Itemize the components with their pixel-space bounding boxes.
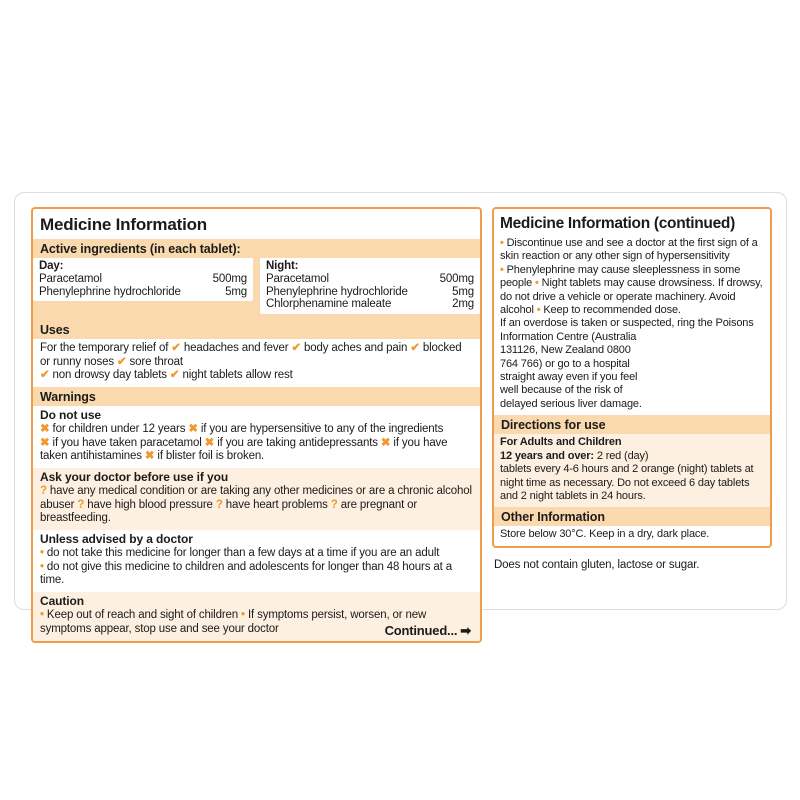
unless-advised-heading: Unless advised by a doctor bbox=[40, 531, 193, 546]
continued-label: Continued... bbox=[384, 622, 458, 638]
bullet-icon: • bbox=[500, 237, 504, 249]
do-not-use-section bbox=[33, 406, 480, 468]
ingredient-name: Chlorphenamine maleate bbox=[266, 298, 392, 311]
bullet-icon: • bbox=[535, 277, 539, 290]
question-icon: ? bbox=[40, 485, 47, 498]
caution-body bbox=[40, 609, 473, 637]
gluten-free-note: Does not contain gluten, lactose or sugar. bbox=[494, 558, 700, 571]
ingredient-row bbox=[39, 286, 247, 299]
question-icon: ? bbox=[77, 498, 85, 511]
check-icon: ✔ bbox=[291, 342, 301, 355]
cross-icon: ✖ bbox=[380, 436, 391, 449]
bullet-icon: • bbox=[500, 263, 504, 276]
do-not-use-heading: Do not use bbox=[40, 407, 101, 422]
right-column bbox=[492, 207, 772, 571]
day-ingredients-box bbox=[33, 258, 253, 301]
ingredient-name: Paracetamol bbox=[39, 272, 102, 285]
ingredient-row bbox=[39, 273, 247, 286]
active-ingredients-section bbox=[33, 258, 480, 320]
arrow-right-icon: ➡ bbox=[460, 622, 471, 638]
medicine-info-panel bbox=[31, 207, 482, 643]
ask-doctor-heading: Ask your doctor before use if you bbox=[40, 469, 229, 484]
ingredient-amount: 500mg bbox=[439, 272, 474, 285]
continued-body: • Discontinue use and see a doctor at the first sign of a skin reaction or any other sign of hypersensitivity • Phenylephrine may cause sleeplessness in some people • Night tablets may cause drowsiness. If drowsy, do not drive a vehicle or operate machinery. Avoid alcohol • Keep to recommended dose. If an overdose is taken or suspected, ring the Poisons Information Centre (Australia 131126, New Zealand 0800 764 766) or go to a hospital straight away even if you feel well because of the risk of delayed serious liver damage. bbox=[500, 237, 763, 410]
do-not-use-body: ✖ for children under 12 years ✖ if you are hypersensitive to any of the ingredients ✖ if you have taken paracetamol ✖ if you are taking antidepressants ✖ if you have taken antihistamines ✖ if blister foil is broken. bbox=[40, 423, 448, 463]
ingredient-row bbox=[266, 286, 474, 299]
ingredient-name: Phenylephrine hydrochloride bbox=[266, 285, 408, 298]
check-icon: ✔ bbox=[40, 369, 50, 382]
heading-uses: Uses bbox=[33, 320, 480, 339]
uses-body: For the temporary relief of ✔ headaches and fever ✔ body aches and pain ✔ blocked or runny noses ✔ sore throat ✔ non drowsy day tablets ✔ night tablets allow rest bbox=[40, 342, 462, 382]
cross-icon: ✖ bbox=[40, 436, 50, 449]
check-icon: ✔ bbox=[169, 369, 180, 382]
bullet-icon: • bbox=[40, 560, 44, 573]
check-icon: ✔ bbox=[410, 342, 420, 355]
ingredient-amount: 5mg bbox=[225, 285, 247, 298]
ask-doctor-body: ? have any medical condition or are taking any other medicines or are a chronic alcohol abuser ? have high blood pressure ? have heart problems ? are pregnant or breastfeeding. bbox=[40, 485, 472, 525]
heading-other-information: Other Information bbox=[494, 507, 770, 526]
medicine-info-continued-panel bbox=[492, 207, 772, 548]
continued-marker bbox=[385, 624, 471, 638]
unless-advised-body: • do not take this medicine for longer than a few days at a time if you are an adult • do not give this medicine to children and adolescents for longer than 48 hours at a time. bbox=[40, 547, 452, 587]
ingredient-name: Phenylephrine hydrochloride bbox=[39, 285, 181, 298]
night-ingredients-box bbox=[260, 258, 480, 314]
bullet-icon: • bbox=[40, 609, 44, 622]
bullet-icon: • bbox=[40, 547, 44, 560]
ingredient-amount: 2mg bbox=[452, 298, 474, 311]
ingredient-row bbox=[266, 298, 474, 311]
question-icon: ? bbox=[215, 498, 223, 511]
unless-advised-section bbox=[33, 530, 480, 592]
caution-section bbox=[33, 592, 480, 642]
caution-heading: Caution bbox=[40, 593, 84, 608]
night-label: Night: bbox=[266, 260, 299, 272]
cross-icon: ✖ bbox=[40, 423, 50, 436]
ingredient-row bbox=[266, 273, 474, 286]
panel-title: Medicine Information bbox=[40, 215, 207, 234]
ingredient-amount: 5mg bbox=[452, 285, 474, 298]
heading-directions: Directions for use bbox=[494, 415, 770, 434]
ingredient-amount: 500mg bbox=[212, 272, 247, 285]
question-icon: ? bbox=[330, 498, 338, 511]
cross-icon: ✖ bbox=[188, 423, 198, 436]
directions-body: For Adults and Children 12 years and over: 2 red (day) tablets every 4-6 hours and 2 orange (night) tablets at night time as necessary. Do not exceed 6 day tablets and 2 night tablets in 24 hours. bbox=[494, 434, 770, 507]
check-icon: ✔ bbox=[171, 342, 181, 355]
bullet-icon: • bbox=[241, 609, 245, 622]
cross-icon: ✖ bbox=[204, 436, 215, 449]
caution-text: • Keep out of reach and sight of children • If symptoms persist, worsen, or new symptoms appear, stop use and see your doctor bbox=[40, 609, 427, 635]
bullet-icon: • bbox=[536, 304, 541, 317]
cross-icon: ✖ bbox=[144, 450, 155, 463]
check-icon: ✔ bbox=[117, 355, 127, 368]
heading-active-ingredients: Active ingredients (in each tablet): bbox=[33, 239, 480, 258]
day-label: Day: bbox=[39, 260, 64, 272]
other-information-body: Store below 30°C. Keep in a dry, dark place. bbox=[500, 528, 710, 541]
heading-warnings: Warnings bbox=[33, 387, 480, 406]
panel-title-continued: Medicine Information (continued) bbox=[500, 215, 735, 232]
ask-doctor-section bbox=[33, 468, 480, 530]
ingredient-name: Paracetamol bbox=[266, 272, 329, 285]
medicine-label-card bbox=[14, 192, 787, 638]
